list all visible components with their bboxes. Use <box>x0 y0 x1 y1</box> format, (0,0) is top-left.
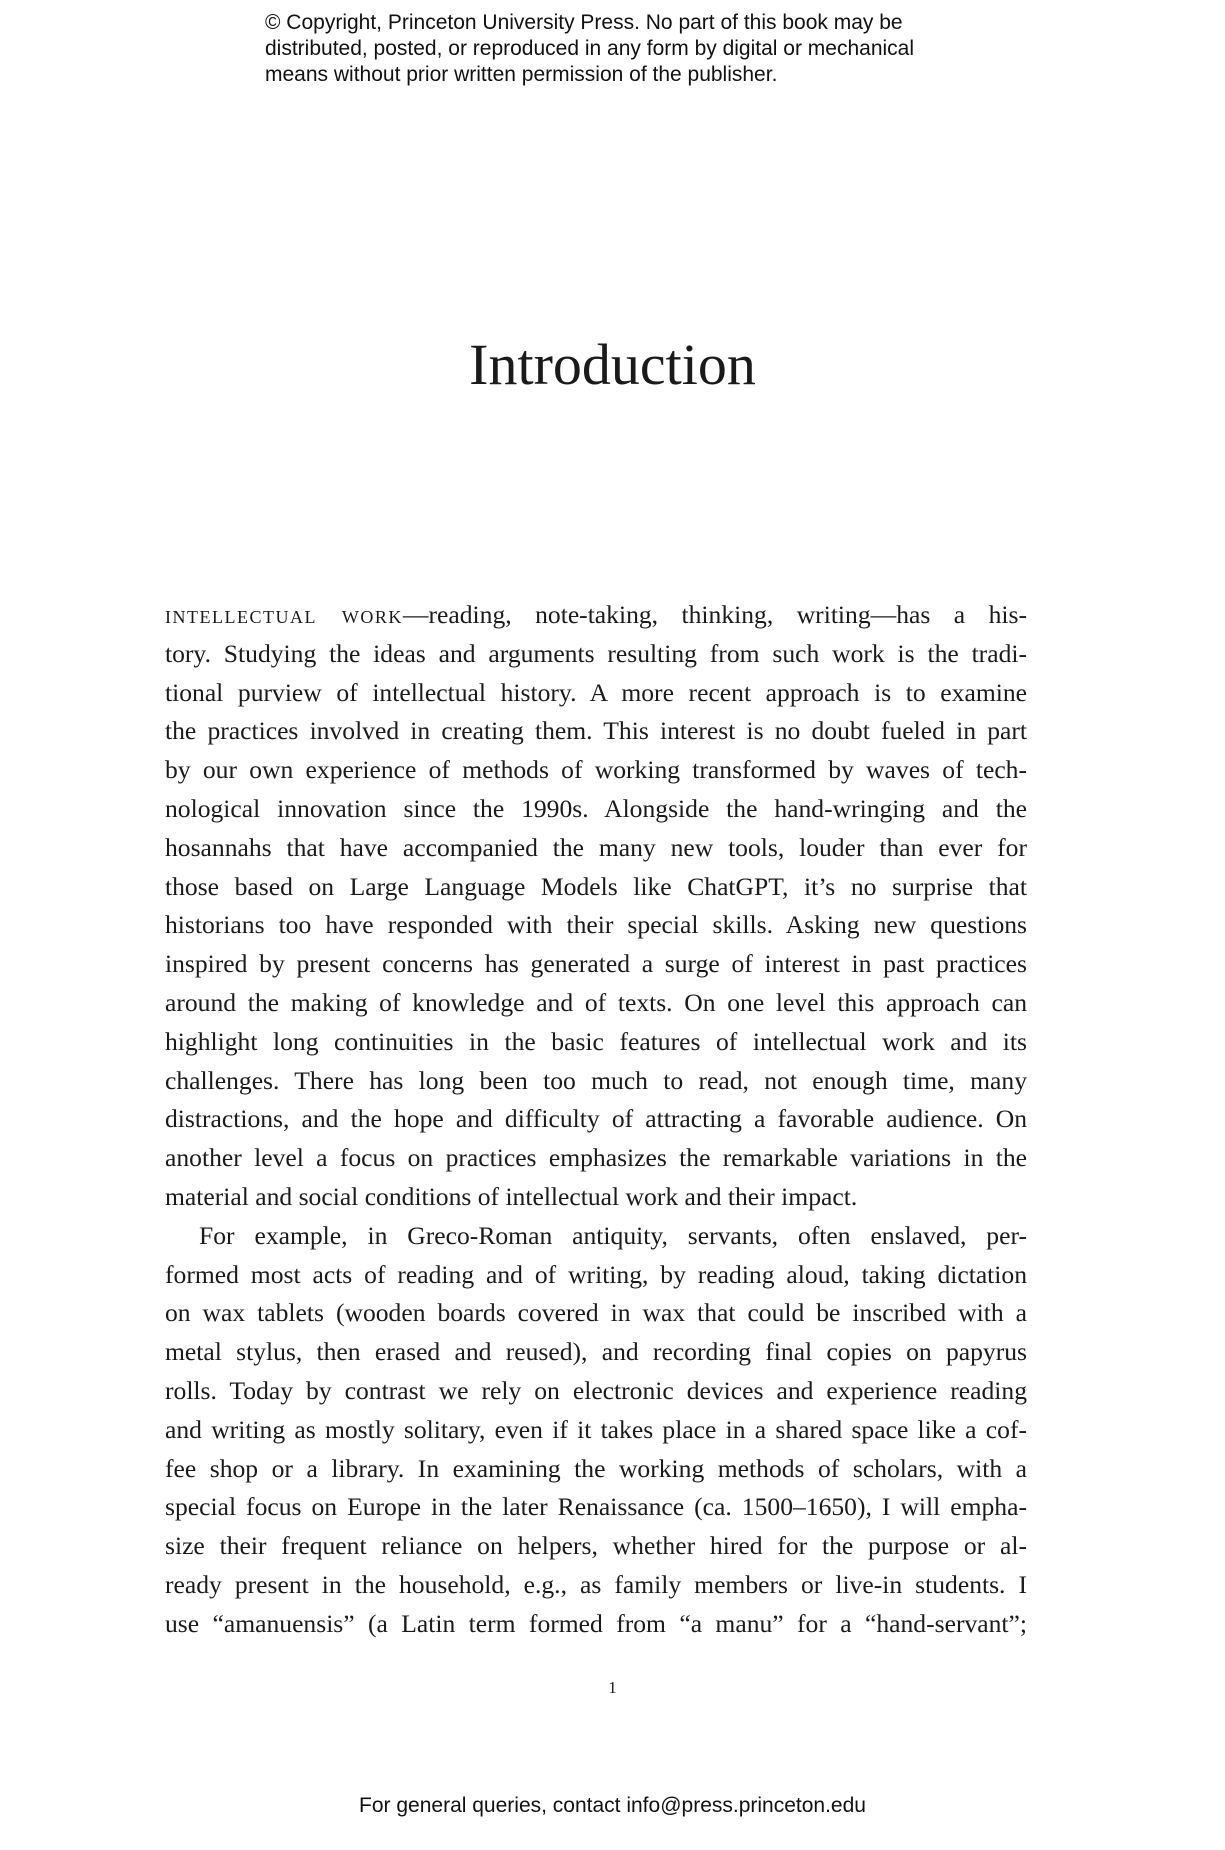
lead-in-smallcaps: intellectual work <box>165 600 403 629</box>
text-line: on wax tablets (wooden boards covered in wax that could be inscribed with a <box>165 1298 1027 1328</box>
paragraph-2 <box>165 1217 1027 1644</box>
text-line: tory. Studying the ideas and arguments resulting from such work is the tradi- <box>165 638 1027 668</box>
text-line: special focus on Europe in the later Renaissance (ca. 1500–1650), I will empha- <box>165 1492 1027 1522</box>
first-line-rest: —reading, note-taking, thinking, writing—has a his- <box>402 600 1028 629</box>
text-line: and writing as mostly solitary, even if it takes place in a shared space like a cof- <box>165 1414 1027 1444</box>
text-line: hosannahs that have accompanied the many new tools, louder than ever for <box>165 832 1027 862</box>
text-line: another level a focus on practices emphasizes the remarkable variations in the <box>165 1143 1027 1173</box>
text-line: fee shop or a library. In examining the working methods of scholars, with a <box>165 1453 1027 1483</box>
text-line: nological innovation since the 1990s. Alongside the hand-wringing and the <box>165 793 1027 823</box>
text-line: distractions, and the hope and difficulty of attracting a favorable audience. On <box>165 1104 1027 1134</box>
body-text <box>165 596 1027 1644</box>
text-line: formed most acts of reading and of writing, by reading aloud, taking dictation <box>165 1259 1027 1289</box>
copyright-line: distributed, posted, or reproduced in any form by digital or mechanical <box>265 37 915 60</box>
text-line: ready present in the household, e.g., as family members or live-in students. I <box>165 1569 1027 1599</box>
copyright-notice <box>265 10 985 88</box>
text-line: those based on Large Language Models like ChatGPT, it’s no surprise that <box>165 871 1027 901</box>
page-number: 1 <box>608 1678 617 1697</box>
text-line: by our own experience of methods of working transformed by waves of tech- <box>165 755 1027 785</box>
text-line: rolls. Today by contrast we rely on electronic devices and experience reading <box>165 1375 1027 1405</box>
text-line: highlight long continuities in the basic features of intellectual work and its <box>165 1026 1027 1056</box>
copyright-line: means without prior written permission of the publisher. <box>265 63 778 86</box>
copyright-line: © Copyright, Princeton University Press. No part of this book may be <box>265 11 903 34</box>
text-line: the practices involved in creating them. This interest is no doubt fueled in part <box>165 716 1027 746</box>
text-line: challenges. There has long been too much to read, not enough time, many <box>165 1065 1027 1095</box>
chapter-title: Introduction <box>469 332 756 397</box>
text-line: For example, in Greco-Roman antiquity, servants, often enslaved, per- <box>199 1220 1027 1250</box>
text-line: material and social conditions of intellectual work and their impact. <box>165 1181 858 1211</box>
text-line: metal stylus, then erased and reused), and recording final copies on papyrus <box>165 1337 1027 1367</box>
footer-contact: For general queries, contact info@press.princeton.edu <box>359 1794 866 1817</box>
text-line: around the making of knowledge and of texts. On one level this approach can <box>165 987 1027 1017</box>
text-line: tional purview of intellectual history. A more recent approach is to examine <box>165 677 1027 707</box>
text-line: size their frequent reliance on helpers, whether hired for the purpose or al- <box>165 1531 1027 1561</box>
paragraph-1 <box>165 596 1027 1217</box>
text-line <box>165 596 1027 635</box>
text-line: use “amanuensis” (a Latin term formed from “a manu” for a “hand-servant”; <box>165 1608 1027 1638</box>
text-line: historians too have responded with their special skills. Asking new questions <box>165 910 1027 940</box>
text-line: inspired by present concerns has generated a surge of interest in past practices <box>165 949 1027 979</box>
